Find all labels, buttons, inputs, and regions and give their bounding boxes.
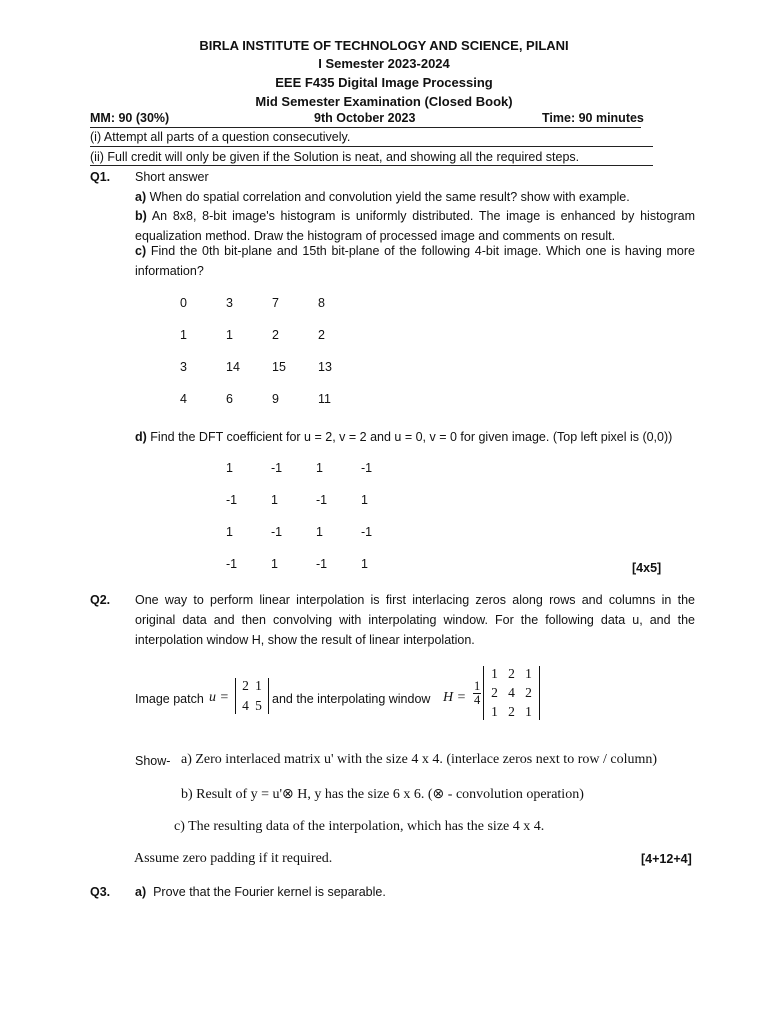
q1-d-label: d): [135, 430, 147, 444]
matrix-cell: 4: [508, 685, 515, 700]
q1-b-label: b): [135, 209, 147, 223]
q3-a-label: a): [135, 885, 147, 899]
matrix-cell: 4: [180, 392, 187, 406]
matrix-cell: 1: [316, 461, 323, 475]
matrix-cell: 1: [180, 328, 187, 342]
exam-title: Mid Semester Examination (Closed Book): [255, 94, 513, 109]
q2-text: One way to perform linear interpolation is first interlacing zeros along rows and columns in the original data and then convolving with interpolating window. For the following data u, and the interpolation window H, show the result of linear interpolation.: [135, 593, 695, 647]
matrix-cell: -1: [361, 525, 373, 539]
q1-a-label: a): [135, 190, 147, 204]
exam-date: 9th October 2023: [314, 111, 416, 125]
matrix-cell: 2: [491, 685, 498, 700]
max-marks: MM: 90 (30%): [90, 111, 170, 125]
u-symbol: u =: [209, 690, 229, 705]
instruction-1: (i) Attempt all parts of a question consecutively.: [90, 130, 351, 144]
matrix-cell: 1: [525, 666, 532, 681]
matrix-cell: 1: [271, 557, 278, 571]
q1-part-d: [135, 427, 695, 447]
matrix-cell: 1: [226, 525, 233, 539]
h-symbol: H =: [443, 690, 467, 705]
matrix-cell: 9: [272, 392, 279, 406]
matrix-cell: -1: [271, 525, 283, 539]
matrix-cell: -1: [316, 557, 328, 571]
matrix-cell: 2: [272, 328, 279, 342]
q3-part-a: [135, 885, 386, 899]
matrix-cell: 1: [226, 461, 233, 475]
matrix-cell: 15: [272, 360, 286, 374]
matrix-cell: 3: [180, 360, 187, 374]
header-divider: [90, 127, 641, 128]
q1-number: Q1.: [90, 170, 111, 184]
h-matrix: [483, 666, 540, 720]
matrix-cell: 1: [361, 493, 368, 507]
matrix-cell: 1: [361, 557, 368, 571]
matrix-cell: 2: [318, 328, 325, 342]
q1-d-text: Find the DFT coefficient for u = 2, v = 2 and u = 0, v = 0 for given image. (Top left pixel is (0,0)): [146, 430, 673, 444]
matrix-cell: 2: [508, 704, 515, 719]
q1-c-label: c): [135, 244, 147, 258]
matrix-cell: 3: [226, 296, 233, 310]
show-part-a: a) Zero interlaced matrix u' with the size 4 x 4. (interlace zeros next to row / column): [181, 752, 658, 767]
matrix-cell: -1: [316, 493, 328, 507]
course-title: EEE F435 Digital Image Processing: [275, 75, 493, 90]
matrix-cell: 1: [525, 704, 532, 719]
matrix-cell: 7: [272, 296, 279, 310]
instruction-divider-1: [90, 146, 653, 147]
show-label: Show-: [135, 754, 171, 768]
q1-b-text: An 8x8, 8-bit image's histogram is uniformly distributed. The image is enhanced by histogram equalization method. Draw the histogram of processed image and comments on result.: [135, 209, 695, 243]
matrix-cell: 11: [318, 392, 331, 406]
q1-c-text: Find the 0th bit-plane and 15th bit-plane of the following 4-bit image. Which one is having more information?: [135, 244, 695, 278]
matrix-cell: 6: [226, 392, 233, 406]
matrix-cell: 2: [242, 678, 249, 693]
fraction-numerator: 1: [474, 679, 481, 693]
q2-number: Q2.: [90, 593, 111, 607]
matrix-cell: 4: [242, 698, 249, 713]
matrix-cell: -1: [271, 461, 283, 475]
h-fraction: [473, 680, 481, 707]
matrix-cell: 0: [180, 296, 187, 310]
dft-image-matrix: [226, 461, 406, 571]
q2-marks: [4+12+4]: [641, 852, 692, 866]
matrix-cell: -1: [226, 557, 238, 571]
institute-name: BIRLA INSTITUTE OF TECHNOLOGY AND SCIENCE, PILANI: [199, 38, 569, 53]
instruction-2: (ii) Full credit will only be given if the Solution is neat, and showing all the required steps.: [90, 150, 580, 164]
q1-part-a: [135, 187, 695, 207]
bitplane-image-matrix: [180, 296, 364, 406]
zero-padding-note: Assume zero padding if it required.: [134, 851, 333, 866]
matrix-cell: 2: [508, 666, 515, 681]
q1-part-b: [135, 206, 695, 246]
matrix-cell: -1: [361, 461, 373, 475]
matrix-cell: 8: [318, 296, 325, 310]
matrix-cell: 1: [316, 525, 323, 539]
matrix-cell: 1: [491, 666, 498, 681]
matrix-cell: 13: [318, 360, 332, 374]
q1-a-text: When do spatial correlation and convolution yield the same result? show with example.: [146, 190, 630, 204]
show-part-b: b) Result of y = u'⊗ H, y has the size 6 x 6. (⊗ - convolution operation): [181, 787, 584, 802]
matrix-cell: 14: [226, 360, 240, 374]
q3-a-text: Prove that the Fourier kernel is separable.: [146, 885, 386, 899]
matrix-cell: -1: [226, 493, 238, 507]
fraction-denominator: 4: [474, 693, 481, 707]
q1-marks: [4x5]: [632, 561, 662, 575]
matrix-cell: 1: [226, 328, 233, 342]
matrix-cell: 2: [525, 685, 532, 700]
matrix-cell: 5: [255, 698, 262, 713]
matrix-cell: 1: [271, 493, 278, 507]
q1-title: Short answer: [135, 170, 209, 184]
show-part-c: c) The resulting data of the interpolation, which has the size 4 x 4.: [174, 819, 545, 834]
q3-number: Q3.: [90, 885, 111, 899]
instruction-divider-2: [90, 165, 653, 166]
image-patch-label: Image patch: [135, 692, 204, 706]
exam-time: Time: 90 minutes: [542, 111, 644, 125]
window-label: and the interpolating window: [272, 692, 431, 706]
semester: I Semester 2023-2024: [318, 56, 450, 71]
matrix-cell: 1: [491, 704, 498, 719]
q1-part-c: [135, 241, 695, 281]
u-matrix: [235, 678, 269, 714]
matrix-cell: 1: [255, 678, 262, 693]
